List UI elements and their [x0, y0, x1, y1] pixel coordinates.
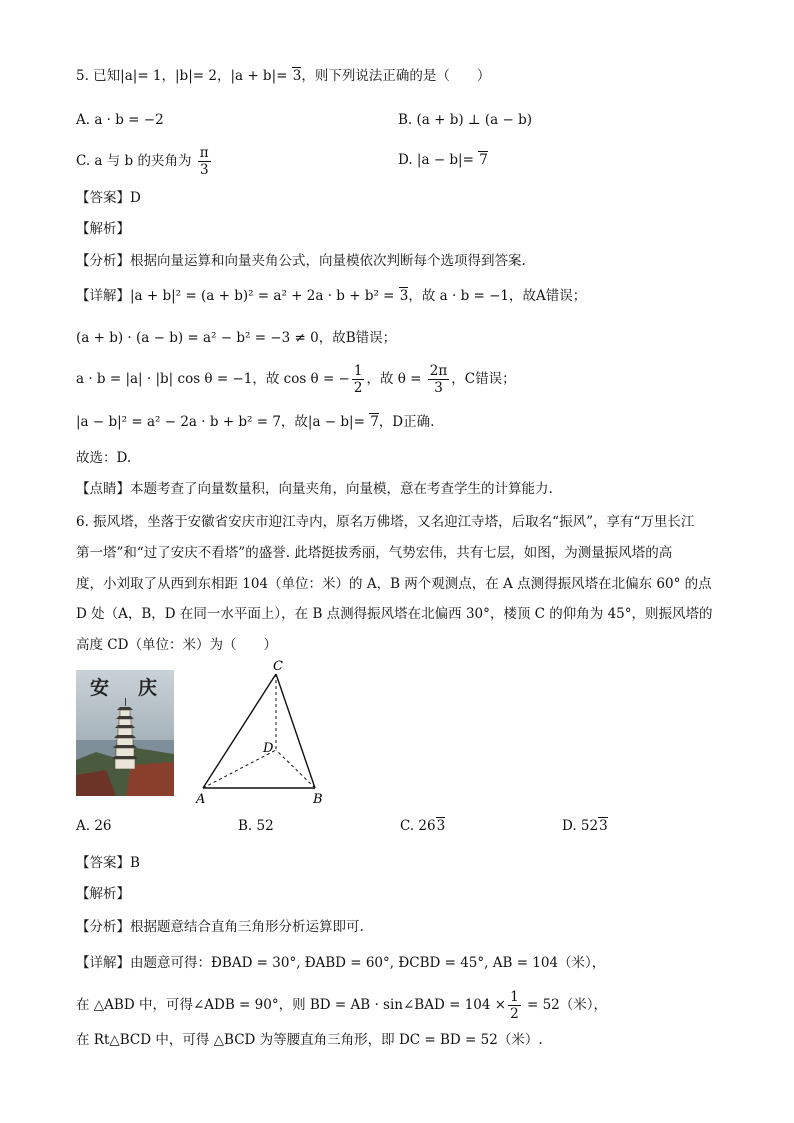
tower-photo	[76, 670, 174, 796]
q5-detail-3-middle: ，故 θ =	[366, 371, 426, 387]
fraction-numerator: 1	[510, 989, 519, 1005]
q5-option-c	[76, 145, 213, 178]
q5-detail-3-suffix: ，C错误；	[451, 371, 516, 387]
q6-analysis: 【分析】根据题意结合直角三角形分析运算即可.	[76, 919, 364, 935]
q5-detail-3-fraction-1	[352, 363, 365, 396]
fraction-numerator: 1	[353, 363, 363, 379]
q5-detail-4	[76, 412, 434, 432]
q6-stem-5: 高度 CD（单位：米）为（ ）	[76, 637, 277, 653]
photo-text-an: 安	[90, 677, 110, 699]
q6-option-a: A. 26	[76, 818, 112, 834]
tower-photo-drawing	[76, 670, 174, 796]
q5-detail-4-sqrt: 7	[370, 414, 379, 430]
q5-detail-3-fraction-2	[428, 363, 449, 396]
photo-text-qing: 庆	[138, 677, 158, 699]
label-a: A	[196, 792, 206, 807]
q6-stem-3: 度，小刘取了从西到东相距 104（单位：米）的 A，B 两个观测点，在 A 点测得振风塔在北偏东 60° 的点	[76, 576, 712, 592]
q5-detail-1	[76, 286, 586, 306]
q5-option-b: B. (a + b) ⊥ (a − b)	[398, 112, 533, 128]
q6-option-b: B. 52	[238, 818, 274, 834]
edge-ca	[203, 674, 276, 788]
q5-stem	[76, 66, 490, 86]
q6-stem-1: 6. 振风塔，坐落于安徽省安庆市迎江寺内，原名万佛塔，又名迎江寺塔，后取名“振风”，享有“万里长江	[76, 514, 695, 530]
q6-answer: 【答案】B	[76, 855, 140, 871]
q5-comment: 【点睛】本题考查了向量数量积，向量夹角，向量模，意在考查学生的计算能力.	[76, 481, 553, 497]
q5-detail-1-sqrt: 3	[399, 288, 409, 304]
q5-stem-sqrt: 3	[292, 68, 302, 84]
q6-detail-2	[76, 988, 607, 1022]
label-c: C	[273, 659, 283, 674]
q6-detail-2-fraction	[508, 989, 521, 1022]
edge-cb	[276, 674, 315, 788]
q5-analysis: 【分析】根据向量运算和向量夹角公式，向量模依次判断每个选项得到答案.	[76, 253, 526, 269]
q5-detail-4-suffix: ，D正确.	[378, 414, 435, 430]
q5-option-d-sqrt: 7	[479, 152, 488, 168]
q6-jiexi: 【解析】	[76, 886, 130, 902]
q5-option-c-fraction	[198, 145, 211, 178]
q6-detail-2-text: 在 △ABD 中，可得∠ADB = 90°，则 BD = AB · sin∠BAD = 104 ×	[76, 997, 507, 1013]
q5-option-a: A. a · b = −2	[76, 112, 164, 128]
q5-answer: 【答案】D	[76, 190, 141, 206]
tetrahedron-figure	[190, 658, 340, 810]
q5-option-c-text: C. a 与 b 的夹角为	[76, 153, 192, 169]
q6-option-c-text: C. 26	[400, 818, 436, 834]
q6-stem-2: 第一塔”和“过了安庆不看塔”的盛誉. 此塔挺拔秀丽，气势宏伟，共有七层，如图，为测量振风塔的高	[76, 545, 673, 561]
q5-detail-3	[76, 362, 516, 396]
q5-detail-1-text: 【详解】|a + b|² = (a + b)² = a² + 2a · b + b² =	[76, 288, 399, 304]
q5-stem-conditions: |a|= 1，|b|= 2，|a + b|=	[120, 68, 292, 84]
fraction-denominator: 3	[434, 380, 443, 396]
q6-option-d-text: D. 52	[562, 818, 599, 834]
q5-detail-4-text: |a − b|² = a² − 2a · b + b² = 7，故|a − b|=	[76, 414, 370, 430]
q5-stem-prefix: 5. 已知	[76, 68, 121, 84]
q6-option-d	[562, 818, 608, 834]
fraction-denominator: 2	[510, 1006, 519, 1022]
q6-detail-1: 【详解】由题意可得：ÐBAD = 30°, ÐABD = 60°, ÐCBD = 45°, AB = 104（米），	[76, 955, 606, 971]
fraction-numerator: 2π	[429, 363, 448, 379]
q5-option-d	[398, 152, 488, 168]
q5-detail-3-text: a · b = |a| · |b| cos θ = −1，故 cos θ = −	[76, 371, 350, 387]
q6-stem-4: D 处（A，B，D 在同一水平面上），在 B 点测得振风塔在北偏西 30°，楼顶 C 的仰角为 45°，则振风塔的	[76, 606, 713, 622]
q5-choose: 故选：D.	[76, 450, 132, 466]
q5-detail-1-suffix: ，故 a · b = −1，故A错误；	[408, 288, 587, 304]
fraction-denominator: 3	[199, 162, 209, 178]
q5-jiexi: 【解析】	[76, 221, 130, 237]
q6-detail-2-suffix: = 52（米），	[522, 997, 607, 1013]
label-b: B	[313, 792, 323, 807]
fraction-denominator: 2	[353, 380, 363, 396]
q6-option-c-sqrt: 3	[436, 818, 446, 834]
q6-detail-3: 在 Rt△BCD 中，可得 △BCD 为等腰直角三角形，即 DC = BD = 52（米）.	[76, 1032, 543, 1048]
q5-detail-2: (a + b) · (a − b) = a² − b² = −3 ≠ 0，故B错误；	[76, 330, 397, 346]
q5-stem-suffix: ，则下列说法正确的是（ ）	[301, 68, 491, 84]
fraction-numerator: π	[199, 145, 209, 161]
q6-option-c	[400, 818, 445, 834]
label-d: D	[263, 741, 274, 756]
q6-option-d-sqrt: 3	[599, 818, 608, 834]
q5-option-d-text: D. |a − b|=	[398, 152, 479, 168]
